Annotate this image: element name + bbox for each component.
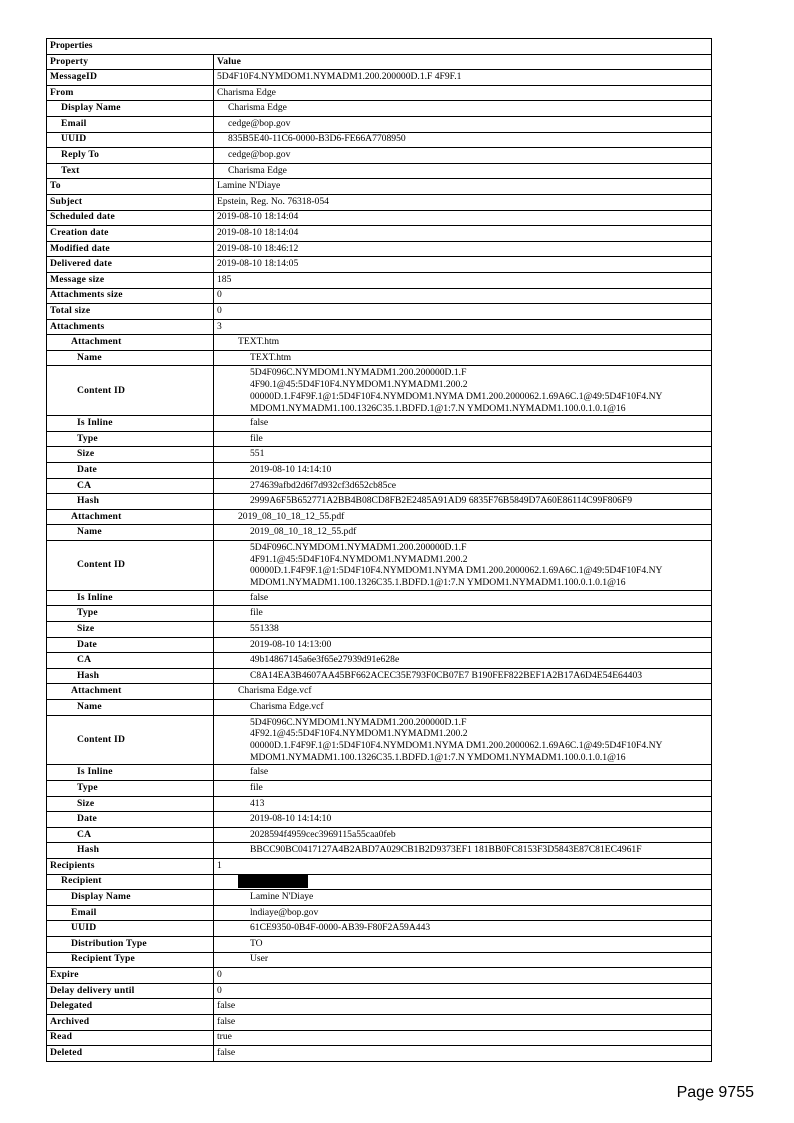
value-distribution-type: TO — [214, 936, 712, 952]
value-attachment: TEXT.htm — [214, 335, 712, 351]
table-row — [47, 715, 712, 765]
property-attachment: Attachment — [47, 684, 214, 700]
value-to: Lamine N'Diaye — [214, 179, 712, 195]
value-line: 5D4F096C.NYMDOM1.NYMADM1.200.200000D.1.F — [250, 367, 467, 379]
property-reply-to: Reply To — [47, 148, 214, 164]
table-row — [47, 921, 712, 937]
header-property: Property — [47, 54, 214, 70]
value-scheduled-date: 2019-08-10 18:14:04 — [214, 210, 712, 226]
value-is-inline: false — [214, 416, 712, 432]
property-expire: Expire — [47, 968, 214, 984]
value-content-id — [214, 366, 712, 416]
table-row — [47, 478, 712, 494]
table-row — [47, 272, 712, 288]
property-from: From — [47, 85, 214, 101]
value-delegated: false — [214, 999, 712, 1015]
property-content-id: Content ID — [47, 715, 214, 765]
property-size: Size — [47, 447, 214, 463]
table-header-row — [47, 54, 712, 70]
table-row — [47, 148, 712, 164]
property-read: Read — [47, 1030, 214, 1046]
value-email: cedge@bop.gov — [214, 116, 712, 132]
property-hash: Hash — [47, 668, 214, 684]
properties-table — [46, 38, 712, 1062]
table-row — [47, 241, 712, 257]
table-row — [47, 1046, 712, 1062]
value-type: file — [214, 431, 712, 447]
value-size: 413 — [214, 796, 712, 812]
property-uuid: UUID — [47, 132, 214, 148]
table-row — [47, 431, 712, 447]
property-email: Email — [47, 116, 214, 132]
property-size: Size — [47, 622, 214, 638]
property-ca: CA — [47, 478, 214, 494]
value-is-inline: false — [214, 590, 712, 606]
value-attachment: Charisma Edge.vcf — [214, 684, 712, 700]
table-row — [47, 116, 712, 132]
property-is-inline: Is Inline — [47, 416, 214, 432]
value-content-id — [214, 541, 712, 591]
table-row — [47, 796, 712, 812]
table-row — [47, 179, 712, 195]
table-row — [47, 101, 712, 117]
table-row — [47, 936, 712, 952]
table-row — [47, 983, 712, 999]
value-delay-delivery-until: 0 — [214, 983, 712, 999]
value-line: MDOM1.NYMADM1.100.1326C35.1.BDFD.1@1:7.N YMDOM1.NYMADM1.100.0.1.0.1@16 — [250, 751, 626, 763]
property-name: Name — [47, 525, 214, 541]
value-text: Charisma Edge — [214, 163, 712, 179]
value-name: TEXT.htm — [214, 350, 712, 366]
table-row — [47, 1014, 712, 1030]
property-is-inline: Is Inline — [47, 590, 214, 606]
table-row — [47, 827, 712, 843]
value-type: file — [214, 606, 712, 622]
value-attachments-size: 0 — [214, 288, 712, 304]
property-hash: Hash — [47, 843, 214, 859]
value-hash: BBCC90BC0417127A4B2ABD7A029CB1B2D9373EF1 181BB0FC8153F3D5843E87C81EC4961F — [214, 843, 712, 859]
value-type: file — [214, 781, 712, 797]
property-creation-date: Creation date — [47, 226, 214, 242]
table-title: Properties — [47, 39, 712, 55]
property-content-id: Content ID — [47, 541, 214, 591]
value-line: MDOM1.NYMADM1.100.1326C35.1.BDFD.1@1:7.N YMDOM1.NYMADM1.100.0.1.0.1@16 — [250, 402, 626, 414]
table-row — [47, 257, 712, 273]
value-recipient-type: User — [214, 952, 712, 968]
value-reply-to: cedge@bop.gov — [214, 148, 712, 164]
table-row — [47, 874, 712, 890]
value-from: Charisma Edge — [214, 85, 712, 101]
property-date: Date — [47, 812, 214, 828]
property-text: Text — [47, 163, 214, 179]
table-row — [47, 494, 712, 510]
value-line: 5D4F096C.NYMDOM1.NYMADM1.200.200000D.1.F — [250, 542, 467, 554]
table-row — [47, 85, 712, 101]
table-row — [47, 812, 712, 828]
value-line: 00000D.1.F4F9F.1@1:5D4F10F4.NYMDOM1.NYMA DM1.200.2000062.1.69A6C.1@49:5D4F10F4.NY — [250, 565, 663, 577]
table-row — [47, 463, 712, 479]
property-type: Type — [47, 606, 214, 622]
property-attachments: Attachments — [47, 319, 214, 335]
value-creation-date: 2019-08-10 18:14:04 — [214, 226, 712, 242]
table-row — [47, 319, 712, 335]
value-date: 2019-08-10 14:13:00 — [214, 637, 712, 653]
table-row — [47, 858, 712, 874]
property-messageid: MessageID — [47, 70, 214, 86]
property-uuid: UUID — [47, 921, 214, 937]
table-row — [47, 335, 712, 351]
value-size: 551338 — [214, 622, 712, 638]
table-row — [47, 999, 712, 1015]
property-distribution-type: Distribution Type — [47, 936, 214, 952]
table-row — [47, 525, 712, 541]
value-line: 4F90.1@45:5D4F10F4.NYMDOM1.NYMADM1.200.2 — [250, 379, 468, 391]
property-type: Type — [47, 431, 214, 447]
property-display-name: Display Name — [47, 890, 214, 906]
table-row — [47, 905, 712, 921]
property-recipient: Recipient — [47, 874, 214, 890]
value-line: 5D4F096C.NYMDOM1.NYMADM1.200.200000D.1.F — [250, 716, 467, 728]
property-date: Date — [47, 637, 214, 653]
property-type: Type — [47, 781, 214, 797]
property-display-name: Display Name — [47, 101, 214, 117]
table-row — [47, 304, 712, 320]
table-row — [47, 653, 712, 669]
page-number: Page 9755 — [676, 1084, 754, 1101]
table-row — [47, 194, 712, 210]
value-line: 00000D.1.F4F9F.1@1:5D4F10F4.NYMDOM1.NYMA DM1.200.2000062.1.69A6C.1@49:5D4F10F4.NY — [250, 740, 663, 751]
table-row — [47, 288, 712, 304]
value-name: 2019_08_10_18_12_55.pdf — [214, 525, 712, 541]
table-row — [47, 541, 712, 591]
value-ca: 274639afbd2d6f7d932cf3d652cb85ce — [214, 478, 712, 494]
property-attachments-size: Attachments size — [47, 288, 214, 304]
table-row — [47, 70, 712, 86]
table-row — [47, 210, 712, 226]
value-line: 4F91.1@45:5D4F10F4.NYMDOM1.NYMADM1.200.2 — [250, 553, 468, 565]
value-delivered-date: 2019-08-10 18:14:05 — [214, 257, 712, 273]
value-total-size: 0 — [214, 304, 712, 320]
value-hash: C8A14EA3B4607AA45BF662ACEC35E793F0CB07E7 B190FEF822BEF1A2B17A6D4E54E64403 — [214, 668, 712, 684]
table-row — [47, 132, 712, 148]
property-email: Email — [47, 905, 214, 921]
value-date: 2019-08-10 14:14:10 — [214, 463, 712, 479]
property-content-id: Content ID — [47, 366, 214, 416]
value-size: 551 — [214, 447, 712, 463]
property-scheduled-date: Scheduled date — [47, 210, 214, 226]
value-recipient — [214, 874, 712, 890]
table-title-row — [47, 39, 712, 55]
value-uuid: 835B5E40-11C6-0000-B3D6-FE66A7708950 — [214, 132, 712, 148]
table-row — [47, 509, 712, 525]
property-ca: CA — [47, 827, 214, 843]
value-message-size: 185 — [214, 272, 712, 288]
table-row — [47, 590, 712, 606]
table-row — [47, 700, 712, 716]
value-recipients: 1 — [214, 858, 712, 874]
value-line: MDOM1.NYMADM1.100.1326C35.1.BDFD.1@1:7.N YMDOM1.NYMADM1.100.0.1.0.1@16 — [250, 577, 626, 589]
value-read: true — [214, 1030, 712, 1046]
table-row — [47, 890, 712, 906]
value-attachment: 2019_08_10_18_12_55.pdf — [214, 509, 712, 525]
table-row — [47, 765, 712, 781]
table-row — [47, 226, 712, 242]
table-row — [47, 684, 712, 700]
property-attachment: Attachment — [47, 335, 214, 351]
property-archived: Archived — [47, 1014, 214, 1030]
property-delegated: Delegated — [47, 999, 214, 1015]
table-row — [47, 668, 712, 684]
value-attachments: 3 — [214, 319, 712, 335]
property-delay-delivery-until: Delay delivery until — [47, 983, 214, 999]
value-date: 2019-08-10 14:14:10 — [214, 812, 712, 828]
property-name: Name — [47, 700, 214, 716]
value-name: Charisma Edge.vcf — [214, 700, 712, 716]
value-content-id — [214, 715, 712, 765]
property-size: Size — [47, 796, 214, 812]
table-row — [47, 606, 712, 622]
table-row — [47, 416, 712, 432]
property-message-size: Message size — [47, 272, 214, 288]
table-row — [47, 1030, 712, 1046]
value-subject: Epstein, Reg. No. 76318-054 — [214, 194, 712, 210]
redaction-block — [238, 875, 308, 888]
value-deleted: false — [214, 1046, 712, 1062]
value-expire: 0 — [214, 968, 712, 984]
property-modified-date: Modified date — [47, 241, 214, 257]
table-row — [47, 447, 712, 463]
value-email: lndiaye@bop.gov — [214, 905, 712, 921]
value-is-inline: false — [214, 765, 712, 781]
value-modified-date: 2019-08-10 18:46:12 — [214, 241, 712, 257]
value-messageid: 5D4F10F4.NYMDOM1.NYMADM1.200.200000D.1.F 4F9F.1 — [214, 70, 712, 86]
property-name: Name — [47, 350, 214, 366]
property-hash: Hash — [47, 494, 214, 510]
value-display-name: Charisma Edge — [214, 101, 712, 117]
table-row — [47, 163, 712, 179]
property-recipient-type: Recipient Type — [47, 952, 214, 968]
table-row — [47, 952, 712, 968]
value-uuid: 61CE9350-0B4F-0000-AB39-F80F2A59A443 — [214, 921, 712, 937]
property-subject: Subject — [47, 194, 214, 210]
property-total-size: Total size — [47, 304, 214, 320]
value-line: 4F92.1@45:5D4F10F4.NYMDOM1.NYMADM1.200.2 — [250, 728, 468, 740]
value-ca: 49b14867145a6e3f65e27939d91e628e — [214, 653, 712, 669]
header-value: Value — [214, 54, 712, 70]
value-display-name: Lamine N'Diaye — [214, 890, 712, 906]
value-line: 00000D.1.F4F9F.1@1:5D4F10F4.NYMDOM1.NYMA DM1.200.2000062.1.69A6C.1@49:5D4F10F4.NY — [250, 390, 663, 402]
value-archived: false — [214, 1014, 712, 1030]
property-to: To — [47, 179, 214, 195]
table-row — [47, 637, 712, 653]
value-hash: 2999A6F5B652771A2BB4B08CD8FB2E2485A91AD9 6835F76B5849D7A60E86114C99F806F9 — [214, 494, 712, 510]
table-row — [47, 781, 712, 797]
table-row — [47, 968, 712, 984]
property-ca: CA — [47, 653, 214, 669]
property-deleted: Deleted — [47, 1046, 214, 1062]
property-date: Date — [47, 463, 214, 479]
property-recipients: Recipients — [47, 858, 214, 874]
property-delivered-date: Delivered date — [47, 257, 214, 273]
value-ca: 2028594f4959cec3969115a55caa0feb — [214, 827, 712, 843]
property-attachment: Attachment — [47, 509, 214, 525]
table-row — [47, 622, 712, 638]
table-row — [47, 350, 712, 366]
table-row — [47, 843, 712, 859]
table-row — [47, 366, 712, 416]
property-is-inline: Is Inline — [47, 765, 214, 781]
